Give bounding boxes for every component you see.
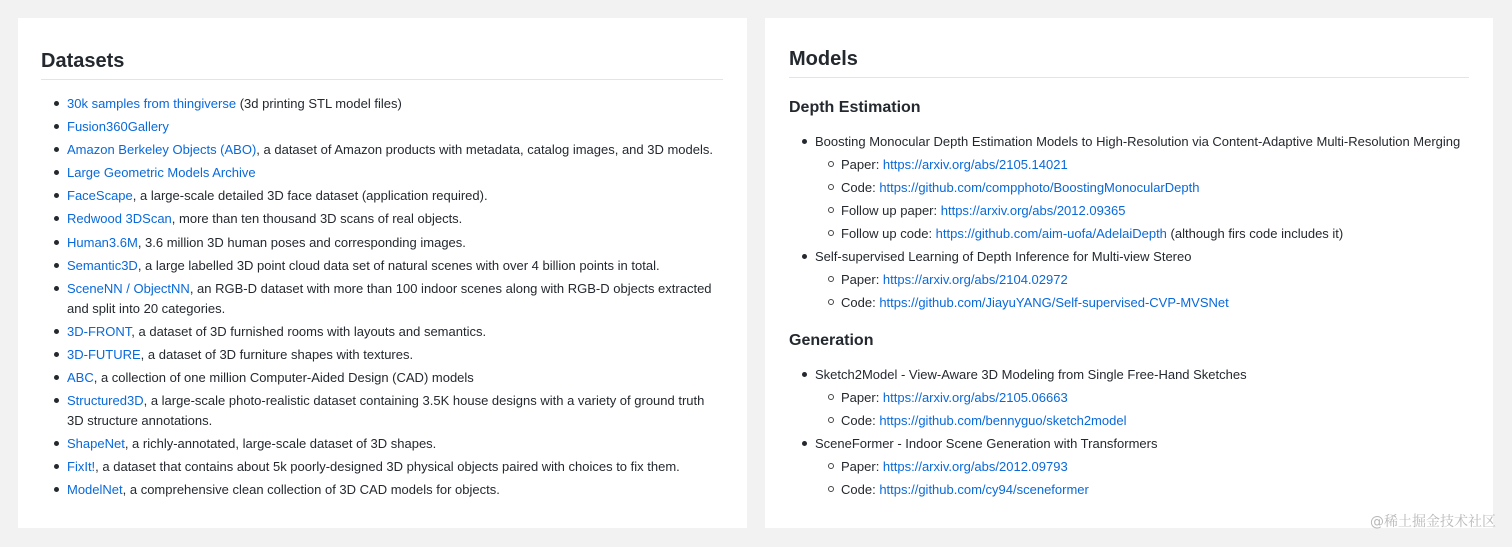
model-title: Sketch2Model - View-Aware 3D Modeling from Single Free-Hand Sketches [815, 367, 1247, 382]
link-label: Code: [841, 180, 880, 195]
model-title: Boosting Monocular Depth Estimation Models to High-Resolution via Content-Adaptive Multi-Resolution Merging [815, 134, 1461, 149]
bullet-icon [54, 352, 59, 357]
model-link-item [815, 178, 1469, 198]
bullet-icon [54, 263, 59, 268]
circle-bullet-icon [828, 417, 834, 423]
model-url-link[interactable]: https://github.com/JiayuYANG/Self-supervised-CVP-MVSNet [879, 295, 1229, 310]
model-url-link[interactable]: https://arxiv.org/abs/2105.14021 [882, 157, 1068, 172]
dataset-link[interactable]: ShapeNet [67, 436, 125, 452]
dataset-link[interactable]: Semantic3D [67, 257, 138, 273]
dataset-item [41, 163, 723, 183]
bullet-icon [54, 286, 59, 291]
model-link-item [815, 155, 1469, 175]
dataset-description: , a comprehensive clean collection of 3D CAD models for objects. [122, 482, 500, 498]
bullet-icon [54, 193, 59, 198]
dataset-link[interactable]: SceneNN / ObjectNN [67, 280, 190, 296]
model-url-link[interactable]: https://arxiv.org/abs/2105.06663 [882, 390, 1068, 405]
model-item [789, 132, 1469, 244]
watermark: @稀土掘金技术社区 [1370, 514, 1496, 530]
circle-bullet-icon [828, 161, 834, 167]
model-links-list [815, 270, 1469, 313]
circle-bullet-icon [828, 276, 834, 282]
dataset-description: , a richly-annotated, large-scale dataset of 3D shapes. [124, 436, 437, 452]
model-url-link[interactable]: https://github.com/compphoto/BoostingMonocularDepth [879, 180, 1200, 195]
dataset-link[interactable]: Structured3D [67, 393, 144, 409]
model-item [789, 434, 1469, 500]
link-label: Paper: [841, 459, 883, 474]
link-label: Paper: [841, 157, 883, 172]
model-link-item [815, 201, 1469, 221]
circle-bullet-icon [828, 184, 834, 190]
link-label: Follow up paper: [841, 203, 941, 218]
model-url-link[interactable]: https://github.com/aim-uofa/AdelaiDepth [935, 226, 1167, 241]
bullet-icon [802, 139, 807, 144]
models-panel [765, 18, 1493, 528]
dataset-description: , a dataset of 3D furniture shapes with textures. [140, 346, 414, 362]
link-label: Paper: [841, 390, 883, 405]
dataset-link[interactable]: Human3.6M [67, 234, 138, 250]
bullet-icon [54, 464, 59, 469]
bullet-icon [802, 372, 807, 377]
bullet-icon [54, 170, 59, 175]
dataset-item [41, 480, 723, 500]
dataset-link[interactable]: 3D-FRONT [67, 323, 132, 339]
dataset-link[interactable]: 30k samples from thingiverse [67, 96, 237, 111]
link-note: (although firs code includes it) [1166, 226, 1344, 241]
bullet-icon [54, 441, 59, 446]
dataset-item [41, 368, 723, 388]
dataset-item [41, 233, 723, 253]
bullet-icon [54, 101, 59, 106]
model-link-item [815, 224, 1469, 244]
model-links-list [815, 388, 1469, 431]
model-links-list [815, 457, 1469, 500]
bullet-icon [54, 329, 59, 334]
model-link-item [815, 457, 1469, 477]
bullet-icon [54, 124, 59, 129]
link-label: Paper: [841, 272, 883, 287]
model-link-item [815, 388, 1469, 408]
model-url-link[interactable]: https://arxiv.org/abs/2012.09365 [940, 203, 1126, 218]
dataset-link[interactable]: Large Geometric Models Archive [67, 165, 256, 181]
bullet-icon [802, 254, 807, 259]
model-link-item [815, 411, 1469, 431]
dataset-description: , a dataset of Amazon products with metadata, catalog images, and 3D models. [256, 142, 713, 158]
model-title: SceneFormer - Indoor Scene Generation with Transformers [815, 436, 1158, 451]
dataset-description: , an RGB-D dataset with more than 100 indoor scenes along with RGB-D objects extracted and split into 20 categories. [67, 280, 712, 316]
generation-list [789, 365, 1469, 500]
dataset-description: , a dataset of 3D furnished rooms with layouts and semantics. [131, 323, 487, 339]
dataset-item [41, 140, 723, 160]
bullet-icon [54, 240, 59, 245]
circle-bullet-icon [828, 394, 834, 400]
model-link-item [815, 480, 1469, 500]
dataset-link[interactable]: 3D-FUTURE [67, 346, 141, 362]
model-links-list [815, 155, 1469, 244]
model-item [789, 365, 1469, 431]
bullet-icon [54, 375, 59, 380]
dataset-item [41, 94, 723, 114]
dataset-item [41, 345, 723, 365]
dataset-link[interactable]: Redwood 3DScan [67, 211, 172, 227]
bullet-icon [54, 147, 59, 152]
dataset-item [41, 209, 723, 229]
dataset-link[interactable]: Fusion360Gallery [67, 119, 169, 135]
models-heading: Models [789, 46, 1469, 78]
dataset-link[interactable]: ABC [67, 370, 94, 386]
model-url-link[interactable]: https://arxiv.org/abs/2104.02972 [882, 272, 1068, 287]
circle-bullet-icon [828, 207, 834, 213]
link-label: Code: [841, 482, 880, 497]
link-label: Code: [841, 413, 880, 428]
link-label: Code: [841, 295, 880, 310]
dataset-link[interactable]: ModelNet [67, 482, 123, 498]
dataset-item [41, 434, 723, 454]
generation-heading: Generation [789, 332, 874, 349]
dataset-item [41, 117, 723, 137]
depth-estimation-list [789, 132, 1469, 313]
dataset-link[interactable]: FaceScape [67, 188, 133, 204]
model-url-link[interactable]: https://github.com/bennyguo/sketch2model [879, 413, 1127, 428]
model-url-link[interactable]: https://arxiv.org/abs/2012.09793 [882, 459, 1068, 474]
dataset-item [41, 391, 723, 431]
dataset-description: , a large-scale detailed 3D face dataset (application required). [132, 188, 488, 204]
dataset-description: (3d printing STL model files) [236, 96, 402, 111]
dataset-link[interactable]: FixIt! [67, 459, 96, 475]
model-link-item [815, 293, 1469, 313]
dataset-description: , a large labelled 3D point cloud data set of natural scenes with over 4 billion points in total. [137, 257, 660, 273]
datasets-panel [18, 18, 747, 528]
circle-bullet-icon [828, 230, 834, 236]
bullet-icon [802, 441, 807, 446]
depth-estimation-heading: Depth Estimation [789, 99, 921, 116]
dataset-item [41, 279, 723, 319]
dataset-description: , a collection of one million Computer-Aided Design (CAD) models [93, 370, 474, 386]
bullet-icon [54, 216, 59, 221]
dataset-item [41, 322, 723, 342]
model-item [789, 247, 1469, 313]
model-url-link[interactable]: https://github.com/cy94/sceneformer [879, 482, 1089, 497]
circle-bullet-icon [828, 463, 834, 469]
circle-bullet-icon [828, 299, 834, 305]
dataset-item [41, 186, 723, 206]
dataset-description: , more than ten thousand 3D scans of real objects. [171, 211, 463, 227]
dataset-item [41, 457, 723, 477]
dataset-link[interactable]: Amazon Berkeley Objects (ABO) [67, 142, 257, 158]
link-label: Follow up code: [841, 226, 936, 241]
datasets-list [41, 94, 723, 500]
datasets-heading: Datasets [41, 48, 723, 80]
bullet-icon [54, 398, 59, 403]
model-link-item [815, 270, 1469, 290]
bullet-icon [54, 487, 59, 492]
dataset-description: , a large-scale photo-realistic dataset containing 3.5K house designs with a variety of ground truth 3D structure annotations. [67, 393, 705, 429]
dataset-item [41, 256, 723, 276]
dataset-description: , a dataset that contains about 5k poorly-designed 3D physical objects paired with choices to fix them. [95, 459, 680, 475]
dataset-description: , 3.6 million 3D human poses and corresponding images. [137, 234, 466, 250]
model-title: Self-supervised Learning of Depth Inference for Multi-view Stereo [815, 249, 1192, 264]
circle-bullet-icon [828, 486, 834, 492]
